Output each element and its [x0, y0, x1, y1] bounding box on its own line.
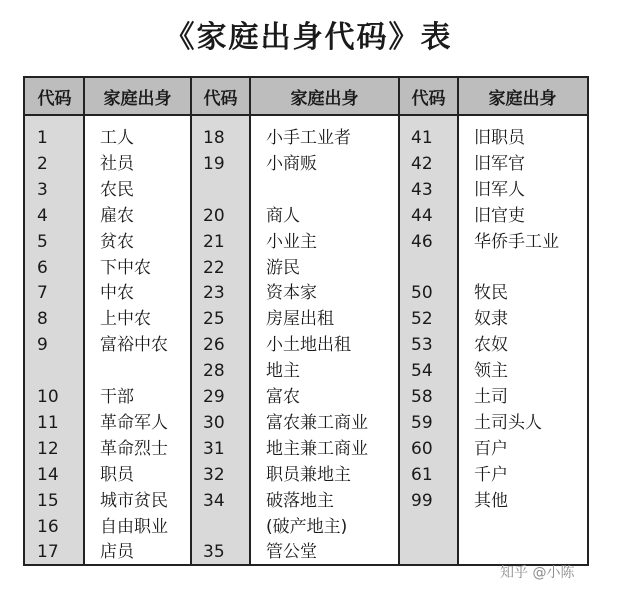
header-family-origin: 家庭出身 — [458, 78, 587, 116]
column-divider — [249, 78, 251, 564]
watermark-text: 知乎 @小陈 — [500, 565, 575, 581]
code-cell: 54 — [411, 361, 433, 382]
page-title: 《家庭出身代码》表 — [164, 20, 453, 55]
code-cell: 41 — [411, 128, 433, 148]
code-cell: 44 — [411, 205, 433, 226]
code-cell: 12 — [37, 438, 59, 459]
origin-cell: 小土地出租 — [266, 335, 351, 356]
code-cell: 60 — [411, 438, 433, 459]
code-cell: 5 — [37, 231, 48, 252]
code-cell: 23 — [203, 283, 225, 304]
origin-cell: 农民 — [100, 179, 134, 200]
origin-cell: 旧职员 — [474, 128, 525, 148]
code-cell: 2 — [37, 153, 48, 174]
code-cell: 21 — [203, 231, 225, 252]
code-cell: 50 — [411, 283, 433, 304]
code-cell: 8 — [37, 309, 48, 330]
family-origin-code-table — [23, 76, 589, 566]
origin-cell: (破产地主) — [266, 516, 348, 537]
code-cell: 25 — [203, 309, 225, 330]
column-divider — [457, 78, 459, 564]
code-cell: 26 — [203, 335, 225, 356]
origin-cell: 其他 — [474, 490, 508, 511]
code-cell: 32 — [203, 464, 225, 485]
header-code: 代码 — [399, 78, 458, 116]
origin-cell: 百户 — [474, 438, 508, 459]
header-family-origin: 家庭出身 — [250, 78, 399, 116]
origin-cell: 土司 — [474, 387, 508, 407]
origin-cell: 地主兼工商业 — [266, 438, 368, 459]
code-cell: 58 — [411, 387, 433, 407]
code-cell: 6 — [37, 257, 48, 278]
code-cell: 9 — [37, 335, 48, 356]
code-cell: 10 — [37, 387, 59, 407]
code-cell: 46 — [411, 231, 433, 252]
origin-cell: 千户 — [474, 464, 508, 485]
header-family-origin: 家庭出身 — [84, 78, 191, 116]
origin-cell: 小手工业者 — [266, 128, 351, 148]
origin-cell: 职员 — [100, 464, 134, 485]
origin-cell: 城市贫民 — [100, 490, 168, 511]
origin-cell: 旧军官 — [474, 153, 525, 174]
origin-cell: 商人 — [266, 205, 300, 226]
code-cell: 61 — [411, 464, 433, 485]
code-cell: 35 — [203, 542, 225, 563]
code-cell: 59 — [411, 412, 433, 433]
code-cell: 19 — [203, 153, 225, 174]
code-cell: 31 — [203, 438, 225, 459]
code-cell: 52 — [411, 309, 433, 330]
origin-cell: 下中农 — [100, 257, 151, 278]
code-cell: 14 — [37, 464, 59, 485]
origin-cell: 资本家 — [266, 283, 317, 304]
origin-cell: 华侨手工业 — [474, 231, 559, 252]
header-code: 代码 — [25, 78, 84, 116]
origin-cell: 富农 — [266, 387, 300, 407]
column-divider — [190, 78, 192, 564]
origin-cell: 小业主 — [266, 231, 317, 252]
code-cell: 4 — [37, 205, 48, 226]
origin-cell: 革命烈士 — [100, 438, 168, 459]
origin-cell: 店员 — [100, 542, 134, 563]
origin-cell: 土司头人 — [474, 412, 542, 433]
code-cell: 16 — [37, 516, 59, 537]
code-cell: 28 — [203, 361, 225, 382]
origin-cell: 上中农 — [100, 309, 151, 330]
code-cell: 1 — [37, 128, 48, 148]
origin-cell: 牧民 — [474, 283, 508, 304]
code-cell: 34 — [203, 490, 225, 511]
origin-cell: 富农兼工商业 — [266, 412, 368, 433]
code-cell: 17 — [37, 542, 59, 563]
origin-cell: 领主 — [474, 361, 508, 382]
origin-cell: 雇农 — [100, 205, 134, 226]
code-cell: 11 — [37, 412, 59, 433]
code-cell: 53 — [411, 335, 433, 356]
column-divider — [398, 78, 400, 564]
header-code: 代码 — [191, 78, 250, 116]
origin-cell: 破落地主 — [266, 490, 334, 511]
code-cell: 43 — [411, 179, 433, 200]
origin-cell: 社员 — [100, 153, 134, 174]
code-cell: 29 — [203, 387, 225, 407]
origin-cell: 小商贩 — [266, 153, 317, 174]
code-cell: 42 — [411, 153, 433, 174]
code-cell: 22 — [203, 257, 225, 278]
column-divider — [83, 78, 85, 564]
code-cell: 3 — [37, 179, 48, 200]
code-cell: 18 — [203, 128, 225, 148]
origin-cell: 中农 — [100, 283, 134, 304]
origin-cell: 旧官吏 — [474, 205, 525, 226]
origin-cell: 工人 — [100, 128, 134, 148]
origin-cell: 职员兼地主 — [266, 464, 351, 485]
origin-cell: 革命军人 — [100, 412, 168, 433]
origin-cell: 旧军人 — [474, 179, 525, 200]
origin-cell: 贫农 — [100, 231, 134, 252]
code-cell: 30 — [203, 412, 225, 433]
origin-cell: 奴隶 — [474, 309, 508, 330]
origin-cell: 管公堂 — [266, 542, 317, 563]
code-cell: 99 — [411, 490, 433, 511]
origin-cell: 富裕中农 — [100, 335, 168, 356]
code-cell: 7 — [37, 283, 48, 304]
origin-cell: 地主 — [266, 361, 300, 382]
origin-cell: 农奴 — [474, 335, 508, 356]
code-cell: 15 — [37, 490, 59, 511]
origin-cell: 干部 — [100, 387, 134, 407]
origin-cell: 自由职业 — [100, 516, 168, 537]
code-cell: 20 — [203, 205, 225, 226]
origin-cell: 游民 — [266, 257, 300, 278]
origin-cell: 房屋出租 — [266, 309, 334, 330]
